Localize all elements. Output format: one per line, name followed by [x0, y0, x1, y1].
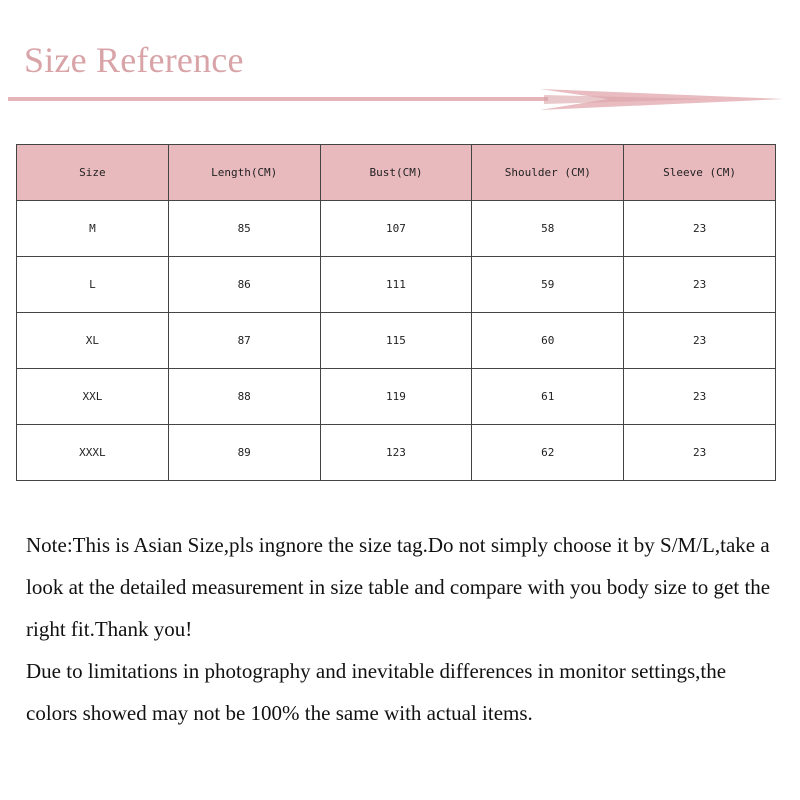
cell-sleeve: 23 — [624, 369, 776, 425]
cell-bust: 119 — [320, 369, 472, 425]
notes-section — [26, 524, 782, 734]
cell-shoulder: 60 — [472, 313, 624, 369]
table-row — [17, 201, 776, 257]
cell-shoulder: 59 — [472, 257, 624, 313]
header-sleeve: Sleeve (CM) — [624, 145, 776, 201]
cell-sleeve: 23 — [624, 313, 776, 369]
cell-size: XL — [17, 313, 169, 369]
table-row — [17, 425, 776, 481]
size-table — [16, 144, 776, 481]
page-title: Size Reference — [24, 40, 244, 80]
cell-length: 86 — [168, 257, 320, 313]
cell-length: 85 — [168, 201, 320, 257]
cell-size: XXL — [17, 369, 169, 425]
cell-length: 89 — [168, 425, 320, 481]
cell-shoulder: 62 — [472, 425, 624, 481]
cell-shoulder: 58 — [472, 201, 624, 257]
cell-size: M — [17, 201, 169, 257]
cell-size: L — [17, 257, 169, 313]
cell-size: XXXL — [17, 425, 169, 481]
table-row — [17, 313, 776, 369]
table-row — [17, 257, 776, 313]
decorative-arrow — [8, 86, 784, 114]
cell-length: 88 — [168, 369, 320, 425]
cell-sleeve: 23 — [624, 257, 776, 313]
cell-shoulder: 61 — [472, 369, 624, 425]
cell-bust: 115 — [320, 313, 472, 369]
table-header-row — [17, 145, 776, 201]
header-length: Length(CM) — [168, 145, 320, 201]
cell-length: 87 — [168, 313, 320, 369]
cell-bust: 107 — [320, 201, 472, 257]
cell-bust: 111 — [320, 257, 472, 313]
note-color-disclaimer: Due to limitations in photography and inevitable differences in monitor settings,the colors showed may not be 100% the same with actual items. — [26, 659, 727, 725]
header-shoulder: Shoulder (CM) — [472, 145, 624, 201]
header-bust: Bust(CM) — [320, 145, 472, 201]
header-size: Size — [17, 145, 169, 201]
cell-sleeve: 23 — [624, 201, 776, 257]
note-size-advice: Note:This is Asian Size,pls ingnore the size tag.Do not simply choose it by S/M/L,take a look at the detailed measurement in size table and compare with you body size to get the right fit.Thank you! — [26, 533, 771, 641]
cell-sleeve: 23 — [624, 425, 776, 481]
table-row — [17, 369, 776, 425]
cell-bust: 123 — [320, 425, 472, 481]
